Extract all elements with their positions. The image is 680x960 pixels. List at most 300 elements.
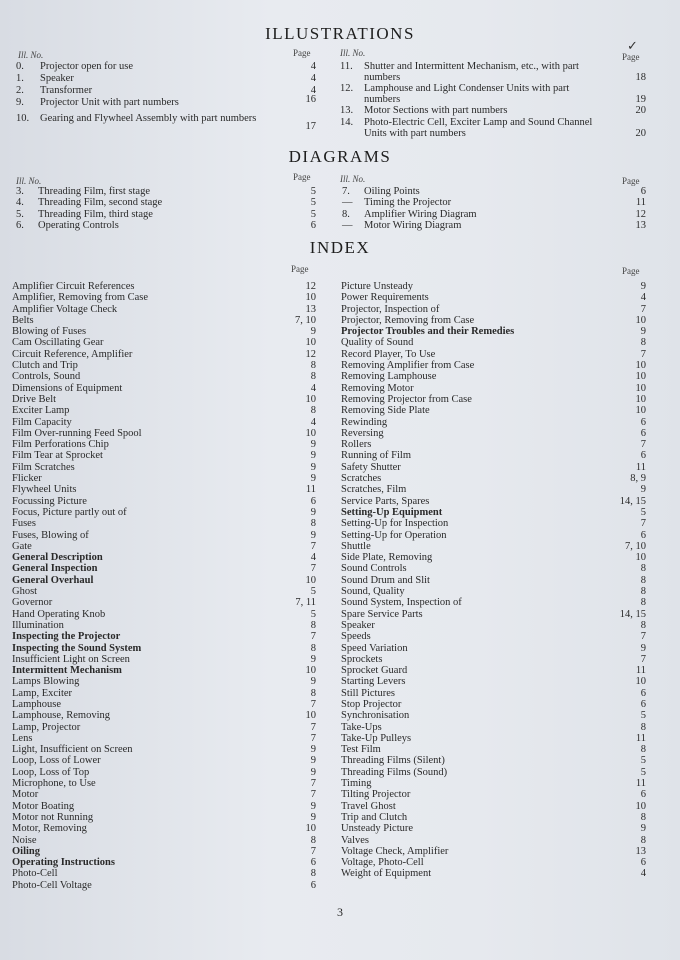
index-entry-page: 7 xyxy=(310,721,316,733)
index-entry-page: 7 xyxy=(310,563,316,575)
illustrations-list-left xyxy=(16,62,316,138)
index-entry-label: Projector, Inspection of xyxy=(341,303,440,315)
index-entry-label: Ghost xyxy=(12,586,38,598)
list-item: 0. Projector open for use 4 xyxy=(16,61,316,72)
index-entry-label: Fuses xyxy=(12,518,36,530)
index-entry-page: 5 xyxy=(310,586,316,598)
index-entry-page: 7 xyxy=(640,348,646,360)
index-entry-page: 9 xyxy=(640,823,646,835)
index-entry-page: 8 xyxy=(310,360,316,372)
index-entry xyxy=(12,450,316,461)
index-entry-page: 10 xyxy=(635,552,646,564)
index-entry-label: Amplifier Voltage Check xyxy=(12,303,118,315)
index-entry xyxy=(341,507,646,518)
index-entry-label: Threading Films (Sound) xyxy=(341,766,448,778)
index-entry xyxy=(12,801,316,812)
index-entry xyxy=(12,676,316,687)
index-entry-label: Quality of Sound xyxy=(341,337,414,349)
index-entry xyxy=(341,326,646,337)
index-col-page-left: Page xyxy=(291,264,309,274)
index-entry-label: Tilting Projector xyxy=(341,789,411,801)
index-entry-label: Blowing of Fuses xyxy=(12,326,87,338)
index-entry xyxy=(341,371,646,382)
index-entry-page: 7 xyxy=(640,653,646,665)
index-entry-label: Film Scratches xyxy=(12,461,75,473)
index-entry-page: 9 xyxy=(310,439,316,451)
list-item: 3. Threading Film, first stage 5 xyxy=(16,186,316,197)
index-entry xyxy=(341,631,646,642)
index-entry-label: Sound Drum and Slit xyxy=(341,574,430,586)
index-entry-page: 10 xyxy=(635,676,646,688)
index-entry-label: Film Perforations Chip xyxy=(12,439,109,451)
index-entry xyxy=(341,450,646,461)
index-entry xyxy=(341,654,646,665)
index-entry xyxy=(12,868,316,879)
index-entry xyxy=(12,620,316,631)
index-entry-page: 5 xyxy=(640,710,646,722)
index-entry xyxy=(341,597,646,608)
index-entry-label: Motor xyxy=(12,789,39,801)
index-entry-page: 10 xyxy=(635,800,646,812)
index-entry xyxy=(12,484,316,495)
index-entry-page: 8 xyxy=(310,687,316,699)
index-entry-page: 6 xyxy=(310,879,316,891)
index-entry-page: 5 xyxy=(640,506,646,518)
index-entry xyxy=(341,405,646,416)
index-entry-label: Valves xyxy=(341,834,369,846)
index-entry-label: Removing Amplifier from Case xyxy=(341,360,475,372)
index-entry xyxy=(12,880,316,891)
index-entry-label: Amplifier, Removing from Case xyxy=(12,292,149,304)
index-entry-label: Rollers xyxy=(341,439,372,451)
index-entry-label: Oiling xyxy=(12,845,41,857)
index-entry-page: 8 xyxy=(310,834,316,846)
index-entry xyxy=(12,326,316,337)
index-entry xyxy=(12,394,316,405)
index-entry-label: Speed Variation xyxy=(341,642,408,654)
index-entry-label: General Description xyxy=(12,552,103,564)
index-entry xyxy=(12,767,316,778)
index-entry-page: 8 xyxy=(310,371,316,383)
list-item: 11. Shutter and Intermittent Mechanism, etc., with part numbers 18 xyxy=(340,61,646,83)
index-entry-page: 7 xyxy=(310,698,316,710)
index-entry-label: Dimensions of Equipment xyxy=(12,382,123,394)
index-entry-page: 9 xyxy=(310,461,316,473)
index-entry-label: Trip and Clutch xyxy=(341,811,408,823)
index-entry-page: 6 xyxy=(640,416,646,428)
index-entry xyxy=(341,755,646,766)
index-entry-page: 6 xyxy=(640,427,646,439)
index-list-left xyxy=(12,281,316,891)
index-entry-label: Voltage Check, Amplifier xyxy=(341,845,449,857)
index-entry-page: 10 xyxy=(305,574,316,586)
index-entry xyxy=(12,507,316,518)
index-entry-page: 10 xyxy=(635,405,646,417)
index-entry-page: 4 xyxy=(640,868,646,880)
index-entry-label: Threading Films (Silent) xyxy=(341,755,445,767)
index-entry xyxy=(341,846,646,857)
index-entry-page: 9 xyxy=(640,326,646,338)
index-entry-label: General Inspection xyxy=(12,563,98,575)
index-entry-label: Light, Insufficient on Screen xyxy=(12,744,133,756)
index-entry xyxy=(341,586,646,597)
index-entry xyxy=(341,609,646,620)
index-entry-label: Inspecting the Sound System xyxy=(12,642,142,654)
list-item: 6. Operating Controls 6 xyxy=(16,219,316,231)
index-entry-label: Setting-Up for Operation xyxy=(341,529,447,541)
index-entry xyxy=(341,417,646,428)
index-entry-page: 11 xyxy=(635,778,646,790)
index-entry-label: Projector, Removing from Case xyxy=(341,314,475,326)
index-entry xyxy=(12,586,316,597)
ill-col-page-left: Page xyxy=(293,48,311,58)
index-entry-label: General Overhaul xyxy=(12,574,94,586)
index-entry-label: Picture Unsteady xyxy=(341,281,414,292)
index-entry-label: Loop, Loss of Top xyxy=(12,766,90,778)
index-entry xyxy=(12,744,316,755)
index-entry xyxy=(341,575,646,586)
index-entry-label: Scratches xyxy=(341,473,382,485)
index-entry xyxy=(341,688,646,699)
index-entry-page: 7 xyxy=(310,631,316,643)
index-entry-label: Speeds xyxy=(341,631,371,643)
index-entry xyxy=(341,552,646,563)
page-number: 3 xyxy=(337,905,343,919)
index-entry xyxy=(12,665,316,676)
index-entry-label: Sound System, Inspection of xyxy=(341,597,462,609)
index-entry-page: 4 xyxy=(310,552,316,564)
index-entry xyxy=(12,518,316,529)
index-entry xyxy=(12,349,316,360)
index-entry-page: 5 xyxy=(310,608,316,620)
index-entry-page: 7 xyxy=(640,518,646,530)
index-entry-page: 6 xyxy=(640,450,646,462)
diag-col-page-right: Page xyxy=(622,176,640,186)
index-entry-label: Belts xyxy=(12,314,34,326)
index-entry-label: Hand Operating Knob xyxy=(12,608,106,620)
index-entry xyxy=(341,710,646,721)
index-entry-label: Motor, Removing xyxy=(12,823,87,835)
index-entry-label: Weight of Equipment xyxy=(341,868,432,880)
index-entry-page: 8 xyxy=(640,563,646,575)
list-item: 4. Threading Film, second stage 5 xyxy=(16,197,316,209)
index-entry-page: 9 xyxy=(310,800,316,812)
index-entry-label: Take-Up Pulleys xyxy=(341,732,412,744)
index-entry-page: 8 xyxy=(640,721,646,733)
index-entry-page: 10 xyxy=(635,382,646,394)
index-entry xyxy=(341,518,646,529)
index-entry-page: 10 xyxy=(635,393,646,405)
index-entry-label: Lamphouse xyxy=(12,698,61,710)
index-entry-label: Inspecting the Projector xyxy=(12,631,121,643)
list-item: 9. Projector Unit with part numbers 16 xyxy=(16,94,316,108)
index-entry-label: Stop Projector xyxy=(341,698,402,710)
index-entry xyxy=(12,857,316,868)
index-entry xyxy=(12,563,316,574)
index-entry-page: 4 xyxy=(310,382,316,394)
index-entry xyxy=(12,789,316,800)
index-entry-label: Unsteady Picture xyxy=(341,823,414,835)
index-entry-page: 8 xyxy=(310,619,316,631)
index-entry xyxy=(341,857,646,868)
index-entry xyxy=(341,699,646,710)
index-entry xyxy=(341,541,646,552)
index-entry xyxy=(341,676,646,687)
index-entry xyxy=(341,823,646,834)
index-entry-label: Motor Boating xyxy=(12,800,75,812)
index-entry-label: Clutch and Trip xyxy=(12,360,78,372)
index-entry xyxy=(341,643,646,654)
list-item: 5. Threading Film, third stage 5 xyxy=(16,208,316,220)
index-entry-label: Flywheel Units xyxy=(12,484,77,496)
index-entry xyxy=(12,530,316,541)
index-entry-page: 7 xyxy=(310,540,316,552)
index-entry xyxy=(341,530,646,541)
index-entry xyxy=(341,428,646,439)
index-entry xyxy=(341,281,646,292)
list-item: 12. Lamphouse and Light Condenser Units with part numbers 19 xyxy=(340,83,646,105)
list-item: — Motor Wiring Diagram 13 xyxy=(342,219,646,231)
index-entry-page: 10 xyxy=(305,823,316,835)
index-entry-label: Photo-Cell Voltage xyxy=(12,879,92,891)
index-entry xyxy=(341,304,646,315)
index-entry-page: 8 xyxy=(640,586,646,598)
index-entry-label: Amplifier Circuit References xyxy=(12,281,135,292)
list-item: 8. Amplifier Wiring Diagram 12 xyxy=(342,208,646,220)
index-entry-page: 14, 15 xyxy=(619,608,646,620)
index-entry xyxy=(12,496,316,507)
index-entry-page: 14, 15 xyxy=(619,495,646,507)
index-entry xyxy=(12,733,316,744)
diagrams-title: DIAGRAMS xyxy=(288,147,392,166)
index-entry-label: Lamphouse, Removing xyxy=(12,710,110,722)
index-entry-label: Cam Oscillating Gear xyxy=(12,337,104,349)
index-entry-page: 9 xyxy=(310,506,316,518)
index-entry-page: 7, 10 xyxy=(295,314,316,326)
index-entry-label: Lamps Blowing xyxy=(12,676,80,688)
index-title: INDEX xyxy=(309,238,371,257)
index-entry xyxy=(12,835,316,846)
index-entry xyxy=(12,755,316,766)
index-entry-label: Flicker xyxy=(12,473,42,485)
index-entry xyxy=(341,496,646,507)
index-entry xyxy=(341,812,646,823)
index-entry xyxy=(12,383,316,394)
index-entry xyxy=(341,349,646,360)
index-entry-page: 6 xyxy=(640,529,646,541)
index-entry-page: 6 xyxy=(640,698,646,710)
index-entry-label: Shuttle xyxy=(341,540,371,552)
index-entry-label: Focus, Picture partly out of xyxy=(12,506,127,518)
index-entry-label: Film Over-running Feed Spool xyxy=(12,427,142,439)
diag-col-no-right: Ill. No. xyxy=(340,174,366,184)
index-entry-page: 8 xyxy=(640,811,646,823)
index-entry-label: Sprockets xyxy=(341,653,383,665)
index-entry xyxy=(12,654,316,665)
index-entry xyxy=(12,541,316,552)
index-entry xyxy=(12,462,316,473)
index-entry-label: Focussing Picture xyxy=(12,495,87,507)
index-entry xyxy=(341,473,646,484)
index-entry-label: Synchronisation xyxy=(341,710,410,722)
index-entry-label: Removing Side Plate xyxy=(341,405,430,417)
index-entry xyxy=(341,394,646,405)
index-entry-page: 10 xyxy=(635,371,646,383)
index-entry xyxy=(341,778,646,789)
index-entry-page: 9 xyxy=(310,755,316,767)
index-entry-page: 5 xyxy=(640,755,646,767)
index-entry xyxy=(12,552,316,563)
index-entry-page: 8 xyxy=(640,597,646,609)
index-entry-label: Motor not Running xyxy=(12,811,94,823)
index-entry xyxy=(12,281,316,292)
index-entry-page: 8 xyxy=(310,405,316,417)
index-entry-page: 7 xyxy=(310,845,316,857)
index-entry-label: Illumination xyxy=(12,619,64,631)
index-entry-label: Film Tear at Sprocket xyxy=(12,450,103,462)
index-entry xyxy=(341,484,646,495)
index-entry-page: 6 xyxy=(640,857,646,869)
index-entry-label: Starting Levers xyxy=(341,676,406,688)
index-entry xyxy=(12,292,316,303)
index-entry-label: Reversing xyxy=(341,427,384,439)
index-entry xyxy=(12,778,316,789)
index-entry-page: 8 xyxy=(640,744,646,756)
index-entry xyxy=(12,812,316,823)
index-entry-page: 9 xyxy=(310,811,316,823)
index-entry xyxy=(12,710,316,721)
ill-col-page-right: Page xyxy=(622,52,640,62)
index-entry-label: Scratches, Film xyxy=(341,484,407,496)
index-entry xyxy=(12,360,316,371)
index-entry xyxy=(12,643,316,654)
index-entry-label: Sound Controls xyxy=(341,563,407,575)
index-entry xyxy=(341,835,646,846)
index-entry-page: 6 xyxy=(310,857,316,869)
index-entry-page: 8 xyxy=(640,574,646,586)
diag-col-page-left: Page xyxy=(293,172,311,182)
index-entry-label: Noise xyxy=(12,834,37,846)
illustrations-title: ILLUSTRATIONS xyxy=(265,24,415,43)
index-entry xyxy=(12,575,316,586)
index-entry-page: 9 xyxy=(310,744,316,756)
index-entry-label: Lens xyxy=(12,732,33,744)
index-entry xyxy=(341,439,646,450)
pencil-mark-icon: ✓ xyxy=(627,38,638,53)
index-entry-page: 11 xyxy=(305,484,316,496)
list-item: 13. Motor Sections with part numbers 20 xyxy=(340,105,646,116)
index-entry-label: Side Plate, Removing xyxy=(341,552,433,564)
index-entry-page: 9 xyxy=(310,473,316,485)
index-entry-page: 7 xyxy=(640,631,646,643)
index-entry-label: Gate xyxy=(12,540,32,552)
index-entry-page: 5 xyxy=(640,766,646,778)
index-entry xyxy=(341,665,646,676)
index-entry xyxy=(12,699,316,710)
index-entry-page: 10 xyxy=(305,665,316,677)
index-entry-label: Take-Ups xyxy=(341,721,382,733)
index-entry xyxy=(12,823,316,834)
index-list-right xyxy=(341,281,646,880)
diag-col-no-left: Ill. No. xyxy=(16,176,42,186)
index-entry-label: Exciter Lamp xyxy=(12,405,70,417)
index-entry-label: Test Film xyxy=(341,744,381,756)
index-entry-label: Running of Film xyxy=(341,450,412,462)
index-entry-page: 13 xyxy=(635,845,646,857)
index-entry xyxy=(12,597,316,608)
index-entry-page: 6 xyxy=(640,789,646,801)
index-entry-page: 9 xyxy=(640,484,646,496)
index-entry-page: 7 xyxy=(310,778,316,790)
index-entry-label: Sound, Quality xyxy=(341,586,405,598)
index-entry-label: Timing xyxy=(341,778,372,790)
index-entry-page: 8 xyxy=(640,337,646,349)
index-entry xyxy=(341,767,646,778)
diagrams-list-right xyxy=(342,186,646,231)
index-entry-label: Lamp, Projector xyxy=(12,721,81,733)
index-entry-page: 10 xyxy=(305,292,316,304)
index-entry-label: Service Parts, Spares xyxy=(341,495,430,507)
ill-col-no-left: Ill. No. xyxy=(18,50,44,60)
index-entry xyxy=(341,383,646,394)
index-entry-page: 12 xyxy=(305,281,316,292)
index-entry-label: Power Requirements xyxy=(341,292,429,304)
index-entry-page: 7, 10 xyxy=(625,540,646,552)
index-entry-label: Intermittent Mechanism xyxy=(12,665,122,677)
index-entry xyxy=(12,428,316,439)
index-entry-page: 4 xyxy=(640,292,646,304)
index-entry-label: Photo-Cell xyxy=(12,868,58,880)
index-entry-label: Setting-Up for Inspection xyxy=(341,518,449,530)
index-entry xyxy=(341,868,646,879)
index-entry xyxy=(12,631,316,642)
list-item: — Timing the Projector 11 xyxy=(342,197,646,209)
index-entry-page: 13 xyxy=(305,303,316,315)
index-entry-page: 8 xyxy=(310,518,316,530)
index-entry-page: 11 xyxy=(635,461,646,473)
index-entry-label: Removing Motor xyxy=(341,382,414,394)
ill-col-no-right: Ill. No. xyxy=(340,48,366,58)
index-entry-page: 10 xyxy=(305,393,316,405)
index-entry xyxy=(12,846,316,857)
index-entry-label: Record Player, To Use xyxy=(341,348,436,360)
index-entry-page: 6 xyxy=(640,687,646,699)
index-entry-page: 9 xyxy=(310,450,316,462)
index-entry-label: Sprocket Guard xyxy=(341,665,408,677)
index-entry-label: Drive Belt xyxy=(12,393,57,405)
index-entry xyxy=(341,801,646,812)
index-entry-page: 7 xyxy=(310,789,316,801)
list-item: 2. Transformer 4 xyxy=(16,85,316,96)
index-entry-page: 4 xyxy=(310,416,316,428)
index-entry xyxy=(12,439,316,450)
index-entry-page: 10 xyxy=(305,710,316,722)
index-entry-page: 10 xyxy=(305,427,316,439)
index-entry-page: 11 xyxy=(635,732,646,744)
index-entry xyxy=(12,304,316,315)
index-entry-page: 11 xyxy=(635,665,646,677)
index-entry-page: 10 xyxy=(635,314,646,326)
index-entry xyxy=(341,292,646,303)
index-entry-page: 10 xyxy=(635,360,646,372)
index-entry-label: Setting-Up Equipment xyxy=(341,506,443,518)
index-entry-label: Travel Ghost xyxy=(341,800,396,812)
index-entry xyxy=(341,733,646,744)
index-entry xyxy=(12,337,316,348)
index-entry-page: 6 xyxy=(310,495,316,507)
index-entry-label: Spare Service Parts xyxy=(341,608,423,620)
index-entry-page: 9 xyxy=(640,281,646,292)
